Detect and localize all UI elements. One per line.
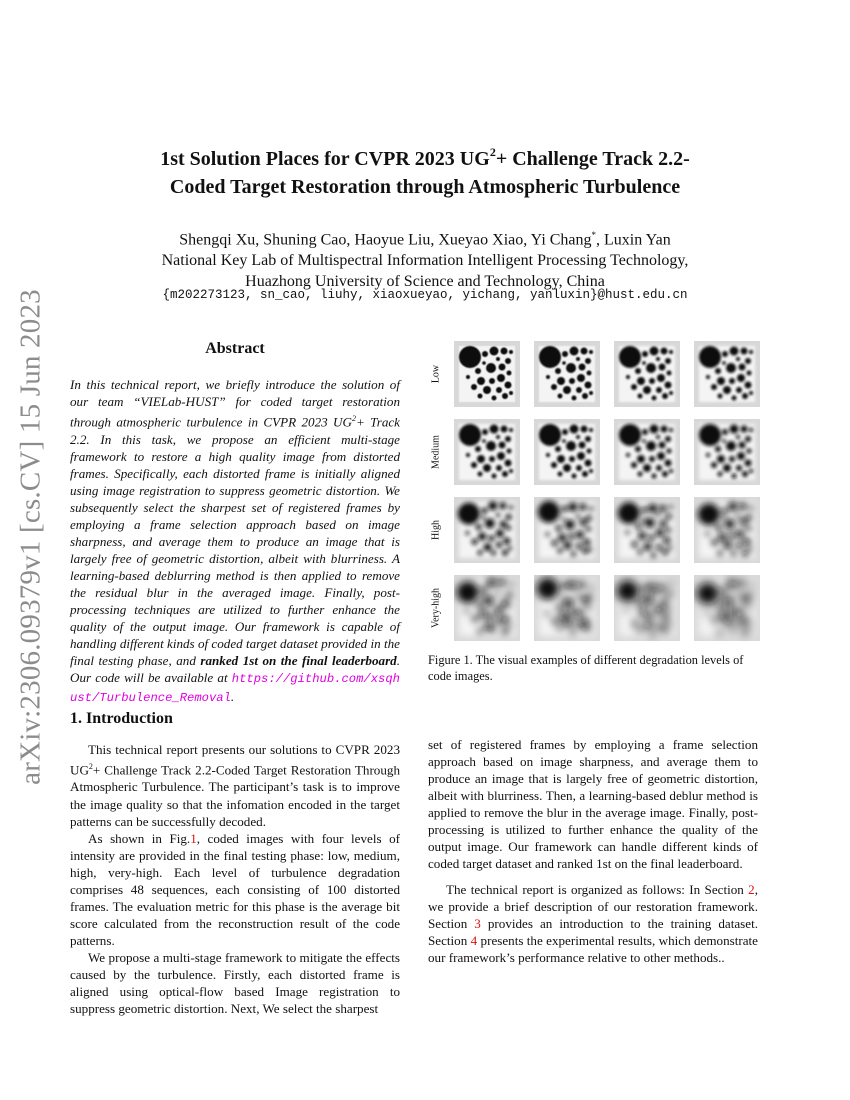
code-image-tile	[534, 341, 600, 407]
title-superscript: 2	[489, 145, 496, 160]
code-image-tile	[694, 341, 760, 407]
abstract-highlight: ranked 1st on the final leaderboard	[200, 653, 397, 669]
arxiv-id-text: arXiv:2306.09379v1 [cs.CV] 15 Jun 2023	[14, 289, 47, 785]
abstract-text: . Our code will be available at	[70, 653, 400, 686]
paragraph	[428, 736, 758, 872]
row-label	[428, 497, 444, 563]
code-image-tile	[454, 497, 520, 563]
abstract-heading: Abstract	[205, 340, 265, 357]
paragraph-text: set of registered frames by employing a frame selection approach based on image sharpness, and average them to produce an image that is largely free of geometric distortion, albeit with blurriness. Then, a learning-based deblur method is applied to remove the blur in the average image. Finally, post-processing is utilized to further enhance the quality of the output image. Our framework can handle different kinds of coded target dataset and ranked 1st on the final leaderboard.	[428, 737, 758, 872]
author-names-tail: , Luxin Yan	[596, 231, 671, 249]
affiliation-line-1: National Key Lab of Multispectral Information Intelligent Processing Technology,	[161, 252, 689, 270]
paragraph	[70, 741, 400, 830]
author-block	[90, 225, 760, 292]
intro-right-column	[428, 736, 758, 966]
corresponding-mark: *	[591, 230, 597, 240]
code-image-tile	[614, 575, 680, 641]
title-part: + Challenge Track 2.2-	[495, 148, 690, 170]
paragraph	[70, 949, 400, 1017]
intro-left-column	[70, 741, 400, 1017]
row-label	[428, 575, 444, 641]
paragraph-text: The technical report is organized as follows: In Section	[446, 881, 749, 897]
row-label-text: High	[430, 520, 442, 540]
paragraph	[70, 830, 400, 949]
paragraph-text: This technical report presents our solutions to CVPR 2023 UG	[70, 742, 400, 778]
figure-ref-link[interactable]: 1	[190, 830, 197, 846]
paragraph-text: presents the experimental results, which demonstrate our framework’s performance relative to other methods..	[428, 933, 758, 966]
superscript: 2	[88, 762, 93, 772]
author-names: Shengqi Xu, Shuning Cao, Haoyue Liu, Xueyao Xiao, Yi Chang	[179, 231, 592, 249]
figure-caption: Figure 1. The visual examples of different degradation levels of code images.	[428, 653, 744, 683]
paragraph-text: provides an introduction to the training dataset. Section	[428, 915, 758, 949]
arxiv-identifier	[4, 289, 58, 785]
row-label	[428, 341, 444, 407]
row-label-text: Very-high	[430, 588, 442, 628]
paragraph-text: + Challenge Track 2.2-Coded Target Restoration Through Atmospheric Turbulence. The participant’s task is to improve the image quality so that the infomation encoded in the target patterns can be successfully decoded.	[70, 762, 400, 829]
section-ref-link[interactable]: 4	[470, 933, 478, 949]
code-image-tile	[454, 575, 520, 641]
affiliation-line-2: Huazhong University of Science and Technology, China	[245, 273, 605, 291]
section-ref-link[interactable]: 3	[474, 915, 481, 931]
code-image-tile	[694, 419, 760, 485]
paragraph-text: As shown in Fig.	[88, 830, 191, 846]
code-image-tile	[614, 497, 680, 563]
author-emails: {m202273123, sn_cao, liuhy, xiaoxueyao, yichang, yanluxin}@hust.edu.cn	[162, 288, 688, 302]
abstract-text: + Track 2.2. In this task, we propose an efficient multi-stage framework to restore a high quality image from distorted frames. Specifically, each distorted frame is initially aligned using image registration to suppress geometric distortion. We subsequently select the sharpest set of registered frames by employing a frame selection approach based on image sharpness, and average them to produce an image that is largely free of geometric distortion, albeit with blurriness. A learning-based deblurring method is then applied to remove the residual blur in the averaged image. Finally, post-processing techniques are utilized to further enhance the quality of the output image. Our framework is capable of handling different kinds of coded target dataset provided in the final testing phase, and	[70, 414, 400, 669]
code-image-tile	[454, 419, 520, 485]
paragraph	[428, 881, 758, 966]
row-label-text: Low	[430, 364, 442, 384]
paragraph-text: , coded images with four levels of intensity are provided in the final testing phase: low, medium, high, very-high. Each level of turbulence degradation comprises 48 sequences, each consisting of 100 distorted frames. The evaluation metric for this phase is the average bit score calculated from the reconstruction result of the code patterns.	[70, 830, 400, 948]
abstract-text: .	[230, 689, 235, 705]
figure-1	[428, 340, 760, 640]
section-heading-introduction: 1. Introduction	[70, 710, 173, 727]
code-image-tile	[694, 575, 760, 641]
abstract-body	[70, 376, 400, 707]
paragraph-text: , we provide a brief description of our restoration framework. Section	[428, 881, 758, 931]
code-image-tile	[454, 341, 520, 407]
code-image-tile	[534, 575, 600, 641]
section-ref-link[interactable]: 2	[748, 881, 755, 897]
paper-title	[90, 145, 760, 201]
code-image-tile	[534, 497, 600, 563]
title-line-2: Coded Target Restoration through Atmospheric Turbulence	[169, 176, 681, 198]
code-image-tile	[614, 341, 680, 407]
code-image-tile	[614, 419, 680, 485]
title-part: 1st Solution Places for CVPR 2023 UG	[160, 148, 490, 170]
abstract-text: In this technical report, we briefly introduce the solution of our team “VIELab-HUST” for coded target restoration through atmospheric turbulence in CVPR 2023 UG	[70, 377, 400, 430]
code-image-tile	[534, 419, 600, 485]
row-label	[428, 419, 444, 485]
row-label-text: Medium	[430, 435, 442, 469]
code-link[interactable]: https://github.com/xsqhust/Turbulence_Removal	[70, 672, 400, 706]
paragraph-text: We propose a multi-stage framework to mitigate the effects caused by the turbulence. Firstly, each distorted frame is aligned using optical-flow based Image registration to suppress geometric distortion. Next, We select the sharpest	[70, 949, 400, 1017]
abstract-superscript: 2	[351, 414, 356, 424]
code-image-tile	[694, 497, 760, 563]
